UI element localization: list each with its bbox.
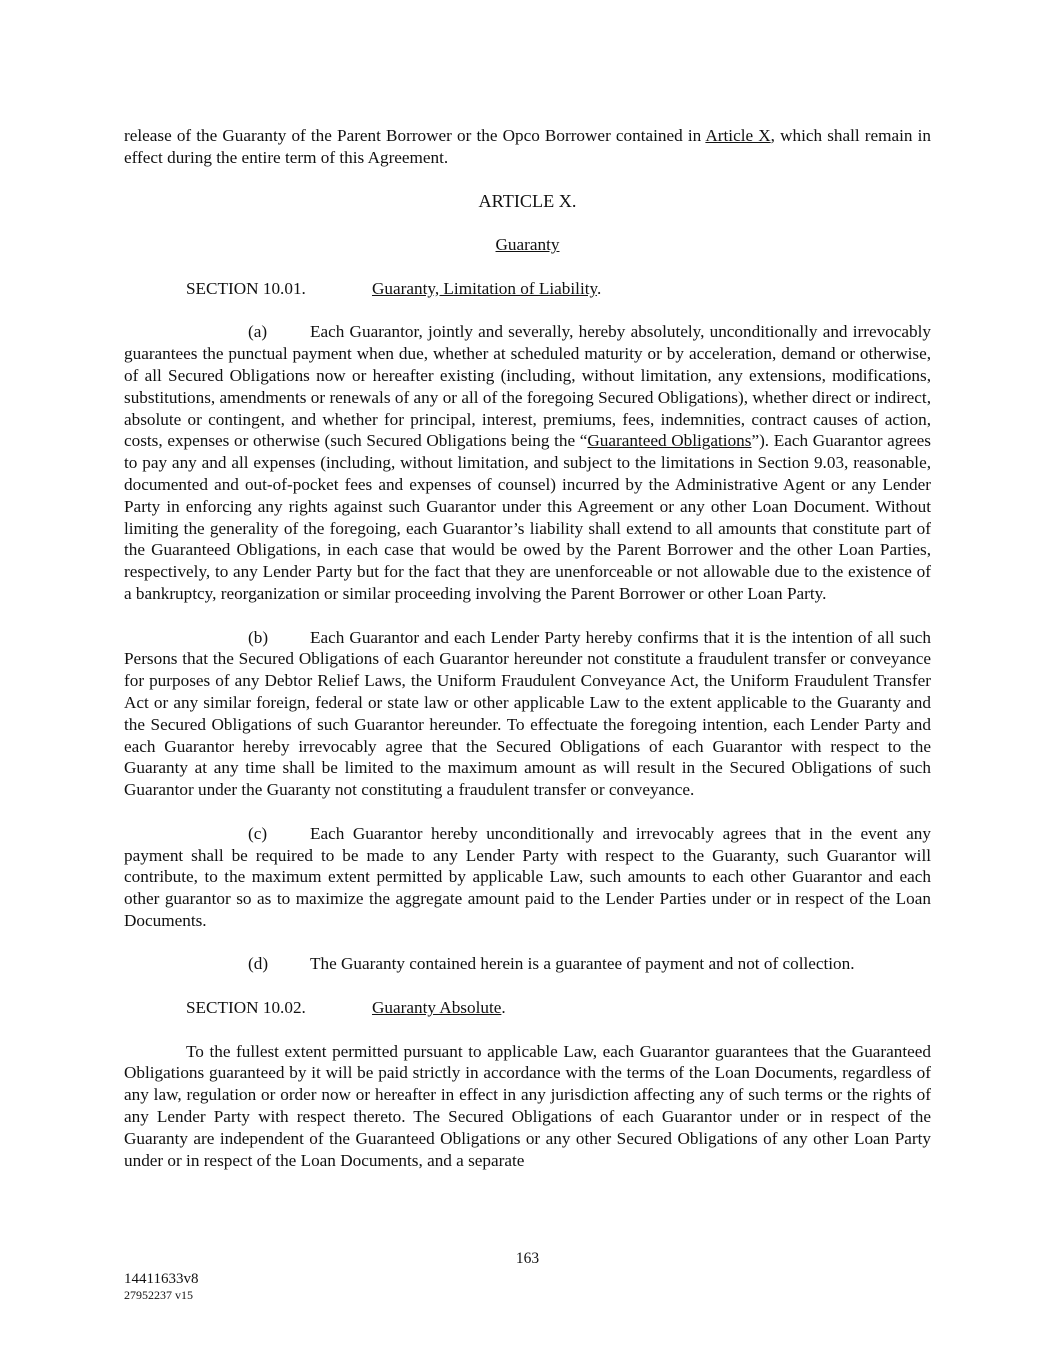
opening-text-after: , which shall remain in effect during the entire term of this Agreement. — [124, 126, 931, 167]
paragraph-a-text-before: Each Guarantor, jointly and severally, hereby absolutely, unconditionally and irrevocably guarantees the punctual payment when due, whether at scheduled maturity or by acceleration, demand or otherwise, of all Secured Obligations now or hereafter existing (including, without limitation, any extensions, modifications, substitutions, amendments or renewals of any or all of the foregoing Secured Obligations), whether direct or indirect, absolute or contingent, and whether for principal, interest, premiums, fees, indemnities, contract causes of action, costs, expenses or otherwise (such Secured Obligations being the “ — [124, 322, 931, 451]
document-id-secondary: 27952237 v15 — [124, 1288, 193, 1302]
article-x-reference: Article X — [705, 126, 771, 145]
document-body — [124, 125, 931, 1171]
page-number: 163 — [515, 1250, 540, 1267]
section-10-02-paragraph: To the fullest extent permitted pursuant to applicable Law, each Guarantor guarantees that the Guaranteed Obligations guaranteed by it will be paid strictly in accordance with the terms of the Loan Documents, regardless of any law, regulation or order now or hereafter in effect in any jurisdiction affecting any of such terms or the rights of any Lender Party with respect thereto. The Secured Obligations of each Guarantor under or in respect of the Guaranty are independent of the Guaranteed Obligations or any other Secured Obligations of any other Loan Party under or in respect of the Loan Documents, and a separate — [124, 1041, 931, 1170]
article-subheading — [124, 234, 931, 256]
paragraph-b-text: Each Guarantor and each Lender Party hereby confirms that it is the intention of all such Persons that the Secured Obligations of each Guarantor hereunder not constitute a fraudulent transfer or conveyance for purposes of any Debtor Relief Laws, the Uniform Fraudulent Conveyance Act, the Uniform Fraudulent Transfer Act or any similar foreign, federal or state law or other applicable Law to the extent applicable to the Guaranty and the Secured Obligations of such Guarantor hereunder. To effectuate the foregoing intention, each Lender Party and each Guarantor hereby irrevocably agree that the Secured Obligations of each Guarantor with respect to the Guaranty at any time shall be limited to the maximum amount as will result in the Secured Obligations of such Guarantor under the Guaranty not constituting a fraudulent transfer or conveyance. — [124, 627, 931, 800]
section-10-01-paragraph-b — [124, 627, 931, 801]
section-10-01-title: Guaranty, Limitation of Liability — [372, 278, 597, 298]
section-10-01-paragraph-c — [124, 823, 931, 932]
opening-text-before: release of the Guaranty of the Parent Borrower or the Opco Borrower contained in — [124, 126, 706, 145]
section-10-01-number: SECTION 10.01. — [186, 278, 306, 298]
guaranteed-obligations-term: Guaranteed Obligations — [587, 431, 752, 451]
section-10-02-title-suffix: . — [501, 998, 506, 1018]
section-10-01-paragraph-a — [124, 321, 931, 604]
paragraph-c-marker: (c) — [248, 823, 268, 843]
opening-paragraph — [124, 125, 931, 169]
paragraph-c-text: Each Guarantor hereby unconditionally and irrevocably agrees that in the event any payment shall be required to be made to any Lender Party with respect to the Guaranty, such Guarantor will contribute, to the maximum extent permitted by applicable Law, such amounts to each other Guarantor and each other guarantor so as to maximize the aggregate amount paid to the Lender Parties under or in respect of the Loan Documents. — [124, 823, 931, 930]
article-subheading-text: Guaranty — [495, 235, 560, 255]
paragraph-b-marker: (b) — [248, 627, 269, 647]
paragraph-a-text-after: ”). Each Guarantor agrees to pay any and all expenses (including, without limitation, and subject to the limitations in Section 9.03, reasonable, documented and out-of-pocket fees and expenses of counsel) incurred by the Administrative Agent or any Lender Party in enforcing any rights against such Guarantor under this Agreement or any other Loan Document. Without limiting the generality of the foregoing, each Guarantor’s liability shall extend to all amounts that constitute part of the Guaranteed Obligations, in each case that would be owed by the Parent Borrower and the other Loan Parties, respectively, to any Lender Party but for the fact that they are unenforceable or not allowable due to the existence of a bankruptcy, reorganization or similar proceeding involving the Parent Borrower or other Loan Party. — [124, 431, 931, 603]
paragraph-d-marker: (d) — [248, 954, 269, 974]
document-id-primary: 14411633v8 — [124, 1271, 199, 1287]
paragraph-d-text: The Guaranty contained herein is a guarantee of payment and not of collection. — [310, 954, 855, 974]
section-10-01-title-suffix: . — [596, 278, 602, 298]
section-10-02-heading — [124, 997, 931, 1019]
section-10-01-paragraph-d — [124, 953, 931, 975]
section-10-02-title: Guaranty Absolute — [372, 998, 502, 1018]
paragraph-a-marker: (a) — [248, 322, 268, 342]
section-10-02-number: SECTION 10.02. — [186, 998, 306, 1018]
section-10-01-heading — [124, 278, 931, 300]
article-heading: ARTICLE X. — [478, 191, 577, 212]
